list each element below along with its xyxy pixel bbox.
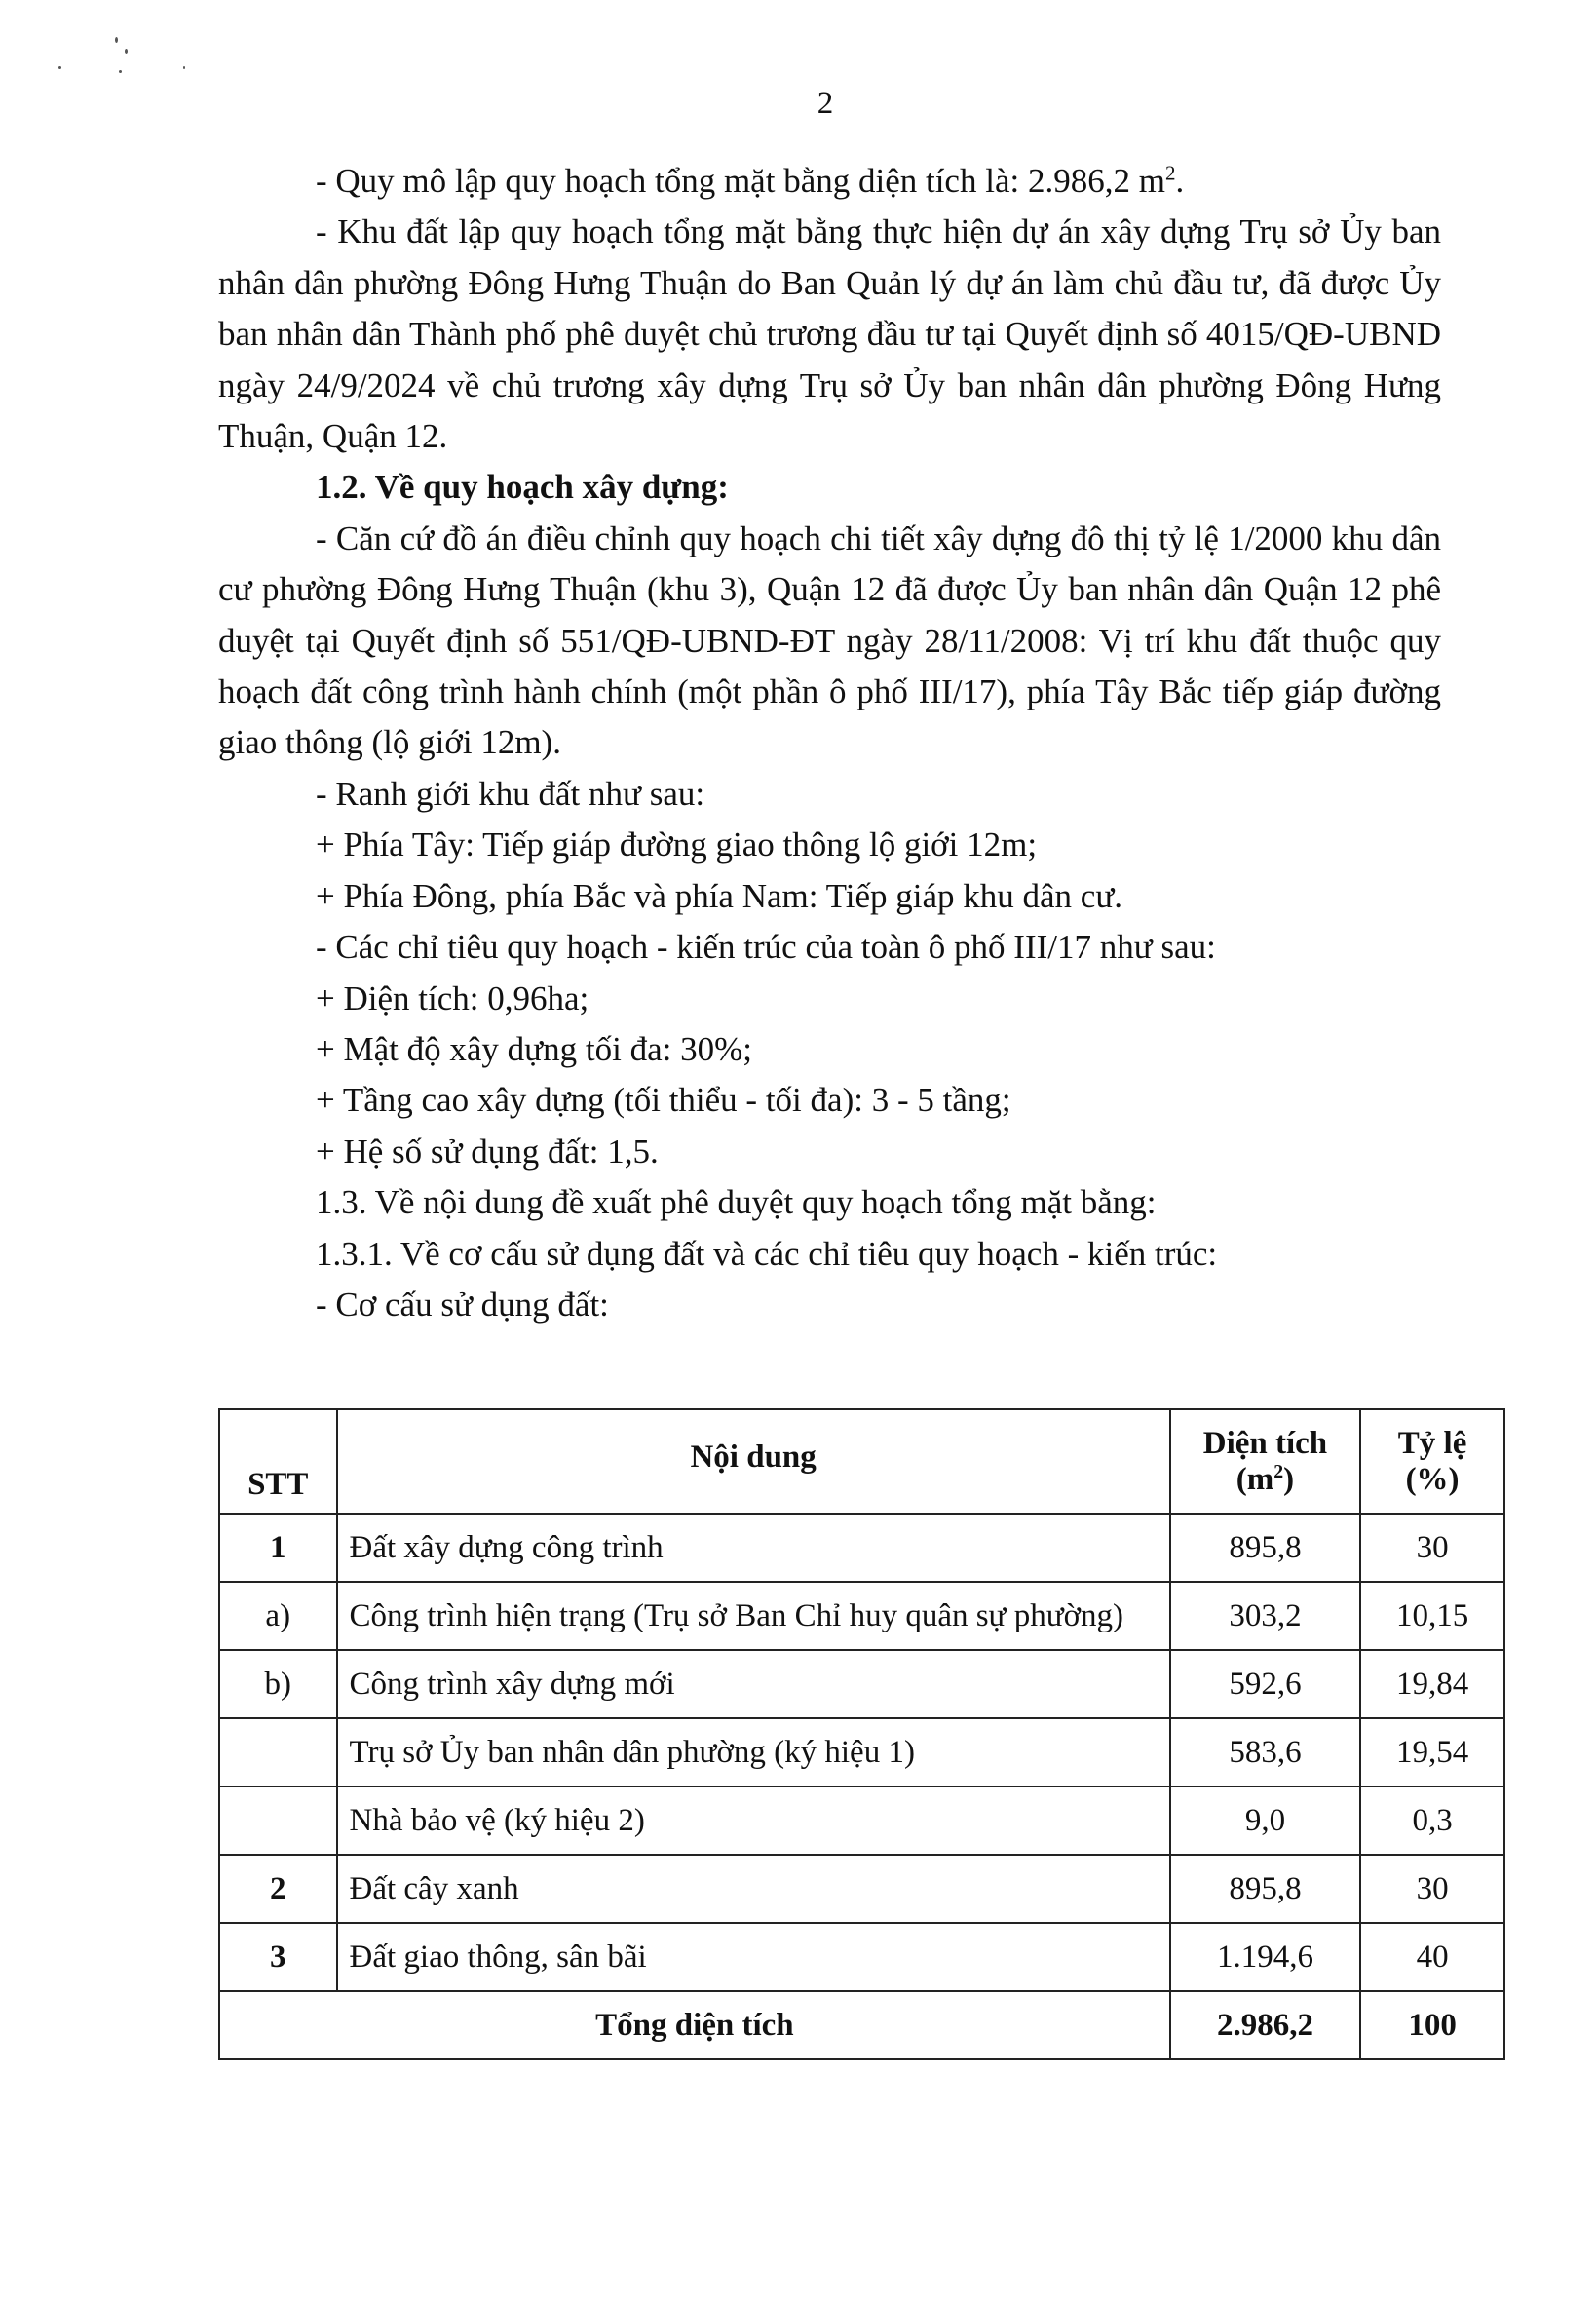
paragraph-scale: - Quy mô lập quy hoạch tổng mặt bằng diện tích là: 2.986,2 $m^2$.	[316, 161, 1185, 200]
paragraph-site-investment: - Khu đất lập quy hoạch tổng mặt bằng thực hiện dự án xây dựng Trụ sở Ủy ban nhân dân phường Đông Hưng Thuận do Ban Quản lý dự án làm chủ đầu tư, đã được Ủy ban nhân dân Thành phố phê duyệt chủ trương đầu tư tại Quyết định số 4015/QĐ-UBND ngày 24/9/2024 về chủ trương xây dựng Trụ sở Ủy ban nhân dân phường Đông Hưng Thuận, Quận 12.	[218, 212, 1441, 456]
header-ratio: Tỷ lệ (%)	[1360, 1409, 1504, 1514]
cell-ratio: 19,54	[1360, 1718, 1504, 1786]
paragraph-floors: + Tầng cao xây dựng (tối thiểu - tối đa): 3 - 5 tầng;	[316, 1081, 1011, 1120]
scan-speck	[119, 70, 122, 73]
table-row	[219, 1514, 1504, 1582]
cell-content: Công trình xây dựng mới	[337, 1650, 1170, 1718]
cell-stt: 1	[219, 1514, 337, 1582]
cell-stt	[219, 1786, 337, 1855]
cell-stt	[219, 1718, 337, 1786]
table-row	[219, 1582, 1504, 1650]
table-row	[219, 1923, 1504, 1991]
scan-speck	[115, 37, 118, 43]
cell-area: 1.194,6	[1170, 1923, 1360, 1991]
paragraph-density: + Mật độ xây dựng tối đa: 30%;	[316, 1029, 752, 1068]
cell-area: 592,6	[1170, 1650, 1360, 1718]
cell-area: 583,6	[1170, 1718, 1360, 1786]
section-heading-1-3: 1.3. Về nội dung đề xuất phê duyệt quy hoạch tổng mặt bằng:	[316, 1183, 1157, 1222]
cell-ratio: 19,84	[1360, 1650, 1504, 1718]
table-row	[219, 1786, 1504, 1855]
paragraph-landuse-intro: - Cơ cấu sử dụng đất:	[316, 1285, 609, 1324]
total-area: 2.986,2	[1170, 1991, 1360, 2059]
cell-ratio: 10,15	[1360, 1582, 1504, 1650]
header-area: Diện tích $(m^2)$	[1170, 1409, 1360, 1514]
paragraph-indicators-intro: - Các chỉ tiêu quy hoạch - kiến trúc của toàn ô phố III/17 như sau:	[316, 928, 1216, 967]
paragraph-area: + Diện tích: 0,96ha;	[316, 979, 589, 1018]
cell-content: Công trình hiện trạng (Trụ sở Ban Chỉ huy quân sự phường)	[337, 1582, 1170, 1650]
landuse-table	[218, 1408, 1505, 2060]
cell-stt: 3	[219, 1923, 337, 1991]
paragraph-zoning-basis: - Căn cứ đồ án điều chỉnh quy hoạch chi tiết xây dựng đô thị tỷ lệ 1/2000 khu dân cư phường Đông Hưng Thuận (khu 3), Quận 12 đã được Ủy ban nhân dân Quận 12 phê duyệt tại Quyết định số 551/QĐ-UBND-ĐT ngày 28/11/2008: Vị trí khu đất thuộc quy hoạch đất công trình hành chính (một phần ô phố III/17), phía Tây Bắc tiếp giáp đường giao thông (lộ giới 12m).	[218, 518, 1441, 762]
table-total-row	[219, 1991, 1504, 2059]
cell-content: Đất cây xanh	[337, 1855, 1170, 1923]
section-heading-1-3-1: 1.3.1. Về cơ cấu sử dụng đất và các chỉ tiêu quy hoạch - kiến trúc:	[316, 1234, 1218, 1273]
scan-speck	[183, 66, 185, 69]
paragraph-boundary-west: + Phía Tây: Tiếp giáp đường giao thông lộ giới 12m;	[316, 826, 1038, 864]
cell-content: Nhà bảo vệ (ký hiệu 2)	[337, 1786, 1170, 1855]
cell-area: 9,0	[1170, 1786, 1360, 1855]
table-row	[219, 1718, 1504, 1786]
cell-area: 895,8	[1170, 1514, 1360, 1582]
table-header-row	[219, 1409, 1504, 1514]
cell-stt: a)	[219, 1582, 337, 1650]
cell-content: Đất giao thông, sân bãi	[337, 1923, 1170, 1991]
section-heading-1-2: 1.2. Về quy hoạch xây dựng:	[316, 468, 729, 507]
scan-speck	[58, 66, 61, 69]
page-number: 2	[817, 86, 834, 121]
paragraph-far: + Hệ số sử dụng đất: 1,5.	[316, 1132, 659, 1171]
cell-ratio: 30	[1360, 1855, 1504, 1923]
total-label: Tổng diện tích	[219, 1991, 1170, 2059]
cell-ratio: 40	[1360, 1923, 1504, 1991]
cell-stt: b)	[219, 1650, 337, 1718]
header-content: Nội dung	[337, 1409, 1170, 1514]
cell-area: 303,2	[1170, 1582, 1360, 1650]
scan-speck	[125, 49, 128, 54]
total-ratio: 100	[1360, 1991, 1504, 2059]
cell-content: Đất xây dựng công trình	[337, 1514, 1170, 1582]
paragraph-boundary-intro: - Ranh giới khu đất như sau:	[316, 774, 705, 813]
cell-ratio: 0,3	[1360, 1786, 1504, 1855]
table-row	[219, 1855, 1504, 1923]
cell-ratio: 30	[1360, 1514, 1504, 1582]
document-body	[218, 156, 1441, 1330]
cell-area: 895,8	[1170, 1855, 1360, 1923]
paragraph-boundary-other: + Phía Đông, phía Bắc và phía Nam: Tiếp giáp khu dân cư.	[316, 876, 1123, 915]
table-row	[219, 1650, 1504, 1718]
header-stt: STT	[219, 1409, 337, 1514]
cell-content: Trụ sở Ủy ban nhân dân phường (ký hiệu 1)	[337, 1718, 1170, 1786]
cell-stt: 2	[219, 1855, 337, 1923]
